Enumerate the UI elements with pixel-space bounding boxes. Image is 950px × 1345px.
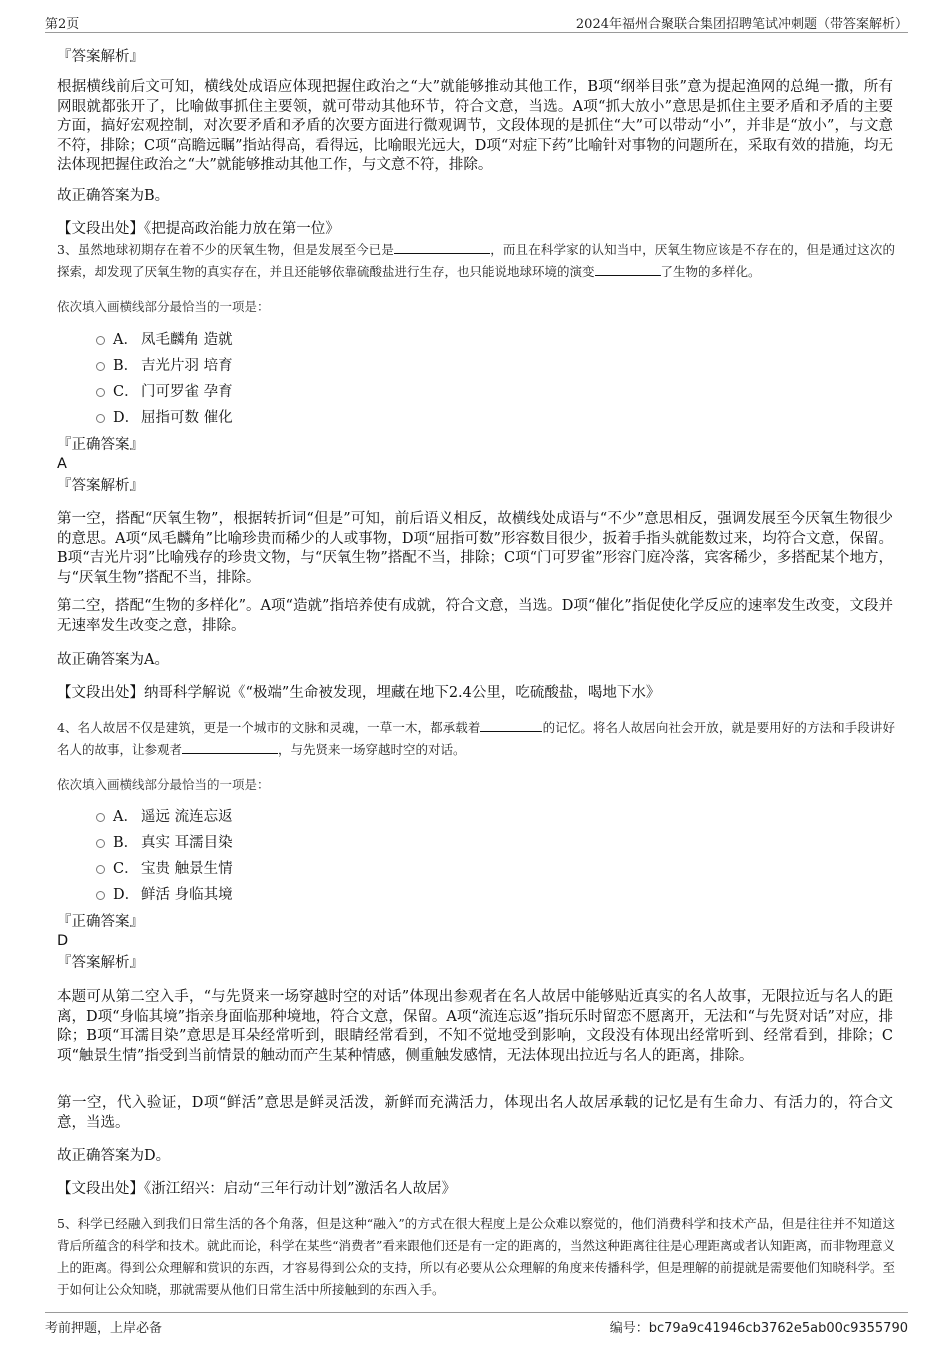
- q4-correct-label: 『正确答案』: [57, 914, 144, 930]
- q5-stem: 5、科学已经融入到我们日常生活的各个角落，但是这种“融入”的方式在很大程度上是公众难以察觉的，他们消费科学和技术产品，但是往往并不知道这背后所蕴含的科学和技术。就此而论，科学在某些“消费者”看来跟他们还是有一定的距离的，当然这种距离往往是心理距离或者认知距离，而非物理意义上的距离。得到公众理解和赏识的东西，才容易得到公众的支持，所以有必要从公众理解的角度来传播科学，但是理解的前提就是需要他们知晓科学。至于如何让公众知晓，那就需要从他们日常生活中所接触到的东西入手。: [57, 1216, 895, 1297]
- radio-icon[interactable]: [96, 414, 105, 423]
- q3-analysis-2: 第二空，搭配“生物的多样化”。A项“造就”指培养使有成就，符合文意，当选。D项“催化”指促使化学反应的速率发生改变，文段并无速率发生改变之意，排除。: [57, 598, 893, 634]
- q2-analysis: 根据横线前后文可知，横线处成语应体现把握住政治之“大”就能够推动其他工作，B项“纲举目张”意为提起渔网的总绳一撒，所有网眼就都张开了，比喻做事抓住主要领，就可带动其他环节，符合文意，当选。A项“抓大放小”意思是抓住主要矛盾和矛盾的主要方面，搞好宏观控制，对次要矛盾和矛盾的次要方面进行微观调节，文段体现的是抓住“大”可以带动“小”，并非是“放小”，与文意不符，排除；C项“高瞻远瞩”指站得高，看得远，比喻眼光远大，D项“对症下药”比喻针对事物的问题所在，采取有效的措施，均无法体现把握住政治之“大”就能够推动其他工作，与文意不符，排除。: [57, 79, 893, 173]
- radio-icon[interactable]: [96, 388, 105, 397]
- page-number: 第2页: [45, 17, 80, 32]
- radio-icon[interactable]: [96, 839, 105, 848]
- footer-motto: 考前押题，上岸必备: [45, 1321, 163, 1336]
- q3-stem: [57, 239, 895, 283]
- q4-correct-answer: D: [57, 933, 69, 949]
- q3-blank-1: [394, 239, 490, 254]
- q4-stem-part-c: ，与先贤来一场穿越时空的对话。: [278, 742, 466, 757]
- q4-conclusion: 故正确答案为D。: [57, 1148, 171, 1164]
- document-title: 2024年福州合聚联合集团招聘笔试冲刺题（带答案解析）: [575, 17, 908, 32]
- q3-correct-answer: A: [57, 456, 67, 472]
- q2-conclusion: 故正确答案为B。: [57, 188, 170, 204]
- q3-analysis-label: 『答案解析』: [57, 478, 144, 494]
- code-label: 编号：: [609, 1321, 649, 1336]
- q3-blank-2: [595, 261, 661, 276]
- q3-option-d[interactable]: D． 屈指可数 催化: [96, 407, 233, 429]
- q4-option-b[interactable]: B． 真实 耳濡目染: [96, 832, 233, 854]
- q3-analysis-1: 第一空，搭配“厌氧生物”，根据转折词“但是”可知，前后语义相反，故横线处成语与“不少”意思相反，强调发展至今厌氧生物很少的意思。A项“凤毛麟角”比喻珍贵而稀少的人或事物，D项“屈指可数”形容数目很少，扳着手指头就能数过来，均符合文意，保留。B项“吉光片羽”比喻残存的珍贵文物，与“厌氧生物”搭配不当，排除；C项“门可罗雀”形容门庭冷落，宾客稀少，多搭配某个地方，与“厌氧生物”搭配不当，排除。: [57, 511, 893, 586]
- code-value: bc79a9c41946cb3762e5ab00c9355790: [648, 1321, 908, 1336]
- q4-stem-part-b: 的记忆。将名人故居向社会开放，就是要用好的方法和手段讲好名人的故事，让参观者: [57, 720, 895, 757]
- page-footer: [45, 1312, 908, 1337]
- document-code: [610, 1317, 908, 1336]
- q4-blank-2: [182, 739, 278, 754]
- q4-analysis-2: 第一空，代入验证，D项“鲜活”意思是鲜灵活泼，新鲜而充满活力，体现出名人故居承载的记忆是有生命力、有活力的，符合文意，当选。: [57, 1095, 893, 1131]
- q3-option-c[interactable]: C． 门可罗雀 孕育: [96, 381, 233, 403]
- q4-blank-1: [480, 717, 542, 732]
- q3-stem-part-a: 3、虽然地球初期存在着不少的厌氧生物，但是发展至今已是: [57, 242, 395, 257]
- q4-option-d[interactable]: D． 鲜活 身临其境: [96, 884, 233, 906]
- q3-stem-part-b: ，而且在科学家的认知当中，厌氧生物应该是不存在的，但是通过这次的探索，却发现了厌氧生物的真实存在，并且还能够依靠硫酸盐进行生存，也只能说地球环境的演变: [57, 242, 895, 279]
- q4-analysis-label: 『答案解析』: [57, 955, 144, 971]
- q4-option-a[interactable]: A． 遥远 流连忘返: [96, 806, 233, 828]
- q3-conclusion: 故正确答案为A。: [57, 652, 169, 668]
- q3-option-a[interactable]: A． 凤毛麟角 造就: [96, 329, 233, 351]
- radio-icon[interactable]: [96, 891, 105, 900]
- q4-instruction: 依次填入画横线部分最恰当的一项是：: [57, 777, 270, 792]
- radio-icon[interactable]: [96, 362, 105, 371]
- q2-analysis-label: 『答案解析』: [57, 49, 144, 65]
- q3-option-b[interactable]: B． 吉光片羽 培育: [96, 355, 233, 377]
- page-header: [45, 12, 908, 33]
- q4-source: 【文段出处】《浙江绍兴：启动“三年行动计划”激活名人故居》: [57, 1181, 457, 1197]
- radio-icon[interactable]: [96, 865, 105, 874]
- q4-option-c[interactable]: C． 宝贵 触景生情: [96, 858, 233, 880]
- q4-stem: [57, 717, 895, 761]
- q3-correct-label: 『正确答案』: [57, 437, 144, 453]
- q4-analysis-1: 本题可从第二空入手，“与先贤来一场穿越时空的对话”体现出参观者在名人故居中能够贴近真实的名人故事，无限拉近与名人的距离，D项“身临其境”指亲身面临那种境地，符合文意，保留。A项“流连忘返”指玩乐时留恋不愿离开，无法和“与先贤对话”对应，排除；B项“耳濡目染”意思是耳朵经常听到，眼睛经常看到，不知不觉地受到影响，文段没有体现出经常听到、经常看到，排除；C项“触景生情”指受到当前情景的触动而产生某种情感，侧重触发感情，无法体现出拉近与名人的距离，排除。: [57, 989, 893, 1064]
- q3-stem-part-c: 了生物的多样化。: [660, 264, 761, 279]
- radio-icon[interactable]: [96, 336, 105, 345]
- q2-source: 【文段出处】《把提高政治能力放在第一位》: [57, 221, 340, 237]
- q3-instruction: 依次填入画横线部分最恰当的一项是：: [57, 299, 270, 314]
- q3-source: 【文段出处】纳哥科学解说《“极端”生命被发现，埋藏在地下2.4公里，吃硫酸盐，喝地下水》: [57, 685, 661, 701]
- radio-icon[interactable]: [96, 813, 105, 822]
- q4-stem-part-a: 4、名人故居不仅是建筑，更是一个城市的文脉和灵魂，一草一木，都承载着: [57, 720, 481, 735]
